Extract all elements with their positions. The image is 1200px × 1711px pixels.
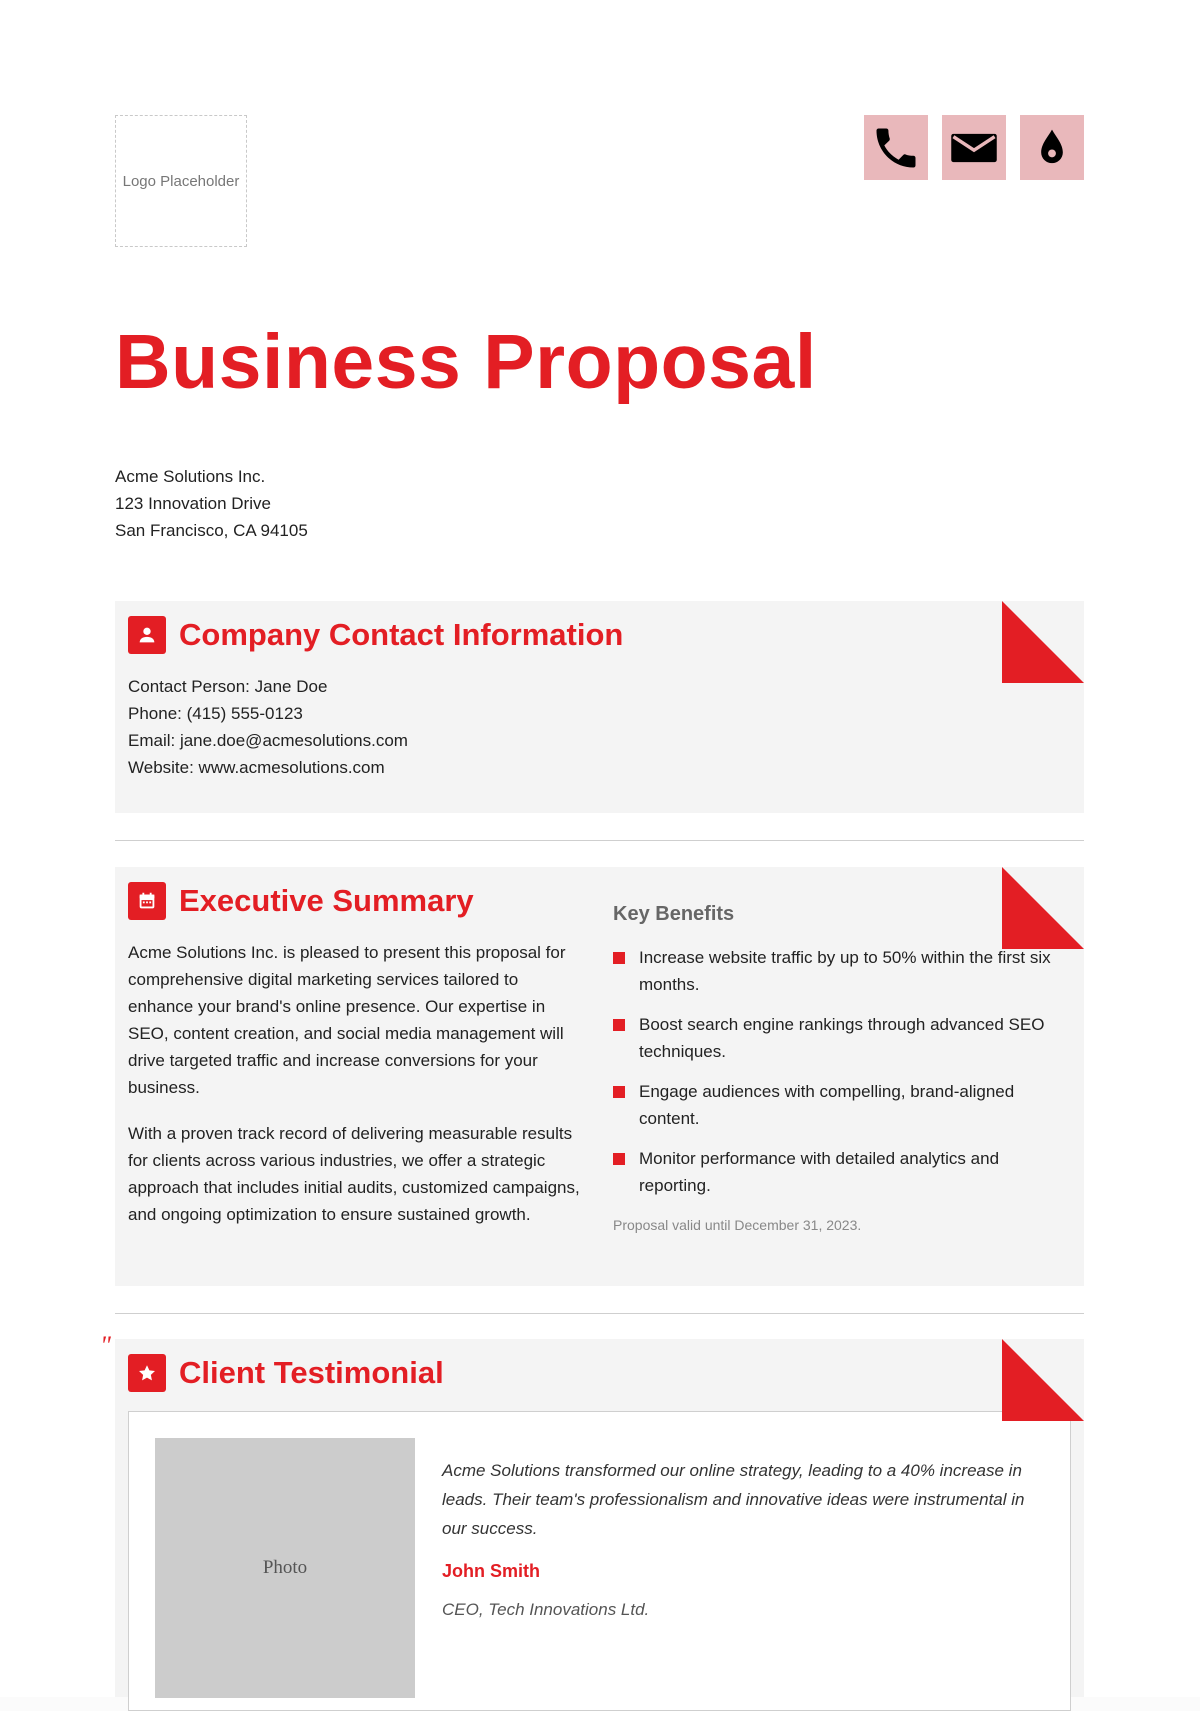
corner-decoration (1002, 601, 1084, 683)
page-title: Business Proposal (115, 319, 817, 405)
contact-website: Website: www.acmesolutions.com (128, 758, 385, 777)
client-name: John Smith (442, 1561, 540, 1581)
executive-summary-section (115, 867, 1084, 1286)
contact-person: Contact Person: Jane Doe (128, 677, 328, 696)
calendar-icon (128, 882, 166, 920)
contact-section-title: Company Contact Information (179, 617, 624, 652)
key-benefits (613, 903, 1063, 1233)
address-line: 123 Innovation Drive (115, 494, 271, 513)
list-item: Increase website traffic by up to 50% within the first six months. (613, 944, 1063, 998)
address-line: Acme Solutions Inc. (115, 467, 266, 486)
contact-section (115, 601, 1084, 813)
header-contact-icons (864, 115, 1084, 180)
section-divider (115, 840, 1084, 841)
star-icon (128, 1354, 166, 1392)
photo-label: Photo (262, 1557, 308, 1578)
envelope-icon[interactable] (942, 115, 1006, 180)
contact-email: Email: jane.doe@acmesolutions.com (128, 731, 408, 750)
phone-icon[interactable] (864, 115, 928, 180)
contact-details (128, 673, 1071, 781)
address-line: San Francisco, CA 94105 (115, 521, 308, 540)
contact-phone: Phone: (415) 555-0123 (128, 704, 303, 723)
summary-section-title: Executive Summary (179, 883, 474, 918)
key-benefits-title: Key Benefits (613, 903, 735, 925)
list-item: Boost search engine rankings through advanced SEO techniques. (613, 1011, 1063, 1065)
corner-decoration (1002, 1339, 1084, 1421)
list-item: Monitor performance with detailed analytics and reporting. (613, 1145, 1063, 1199)
list-item: Engage audiences with compelling, brand-aligned content. (613, 1078, 1063, 1132)
summary-paragraph: Acme Solutions Inc. is pleased to present this proposal for comprehensive digital marketing services tailored to enhance your brand's online presence. Our expertise in SEO, content creation, and social media management will drive targeted traffic and increase conversions for your business. (128, 943, 566, 1097)
company-address (115, 463, 308, 544)
quote-mark: " (100, 1331, 111, 1360)
person-icon (128, 616, 166, 654)
testimonial-card (128, 1411, 1071, 1711)
benefits-list (613, 944, 1063, 1199)
water-drop-icon[interactable] (1020, 115, 1084, 180)
logo-label: Logo Placeholder (122, 172, 240, 190)
client-photo (155, 1438, 415, 1698)
proposal-validity: Proposal valid until December 31, 2023. (613, 1217, 862, 1233)
summary-paragraph: With a proven track record of delivering measurable results for clients across various industries, we offer a strategic approach that includes initial audits, customized campaigns, and ongoing optimization to ensure sustained growth. (128, 1124, 580, 1224)
client-role: CEO, Tech Innovations Ltd. (442, 1600, 650, 1619)
testimonial-quote: Acme Solutions transformed our online strategy, leading to a 40% increase in leads. Their team's professionalism and innovative ideas were instrumental in our success. (442, 1461, 1025, 1538)
logo-placeholder (115, 115, 247, 247)
section-divider (115, 1313, 1084, 1314)
summary-text (128, 939, 588, 1228)
testimonial-section-title: Client Testimonial (179, 1355, 444, 1390)
testimonial-section (115, 1339, 1084, 1697)
